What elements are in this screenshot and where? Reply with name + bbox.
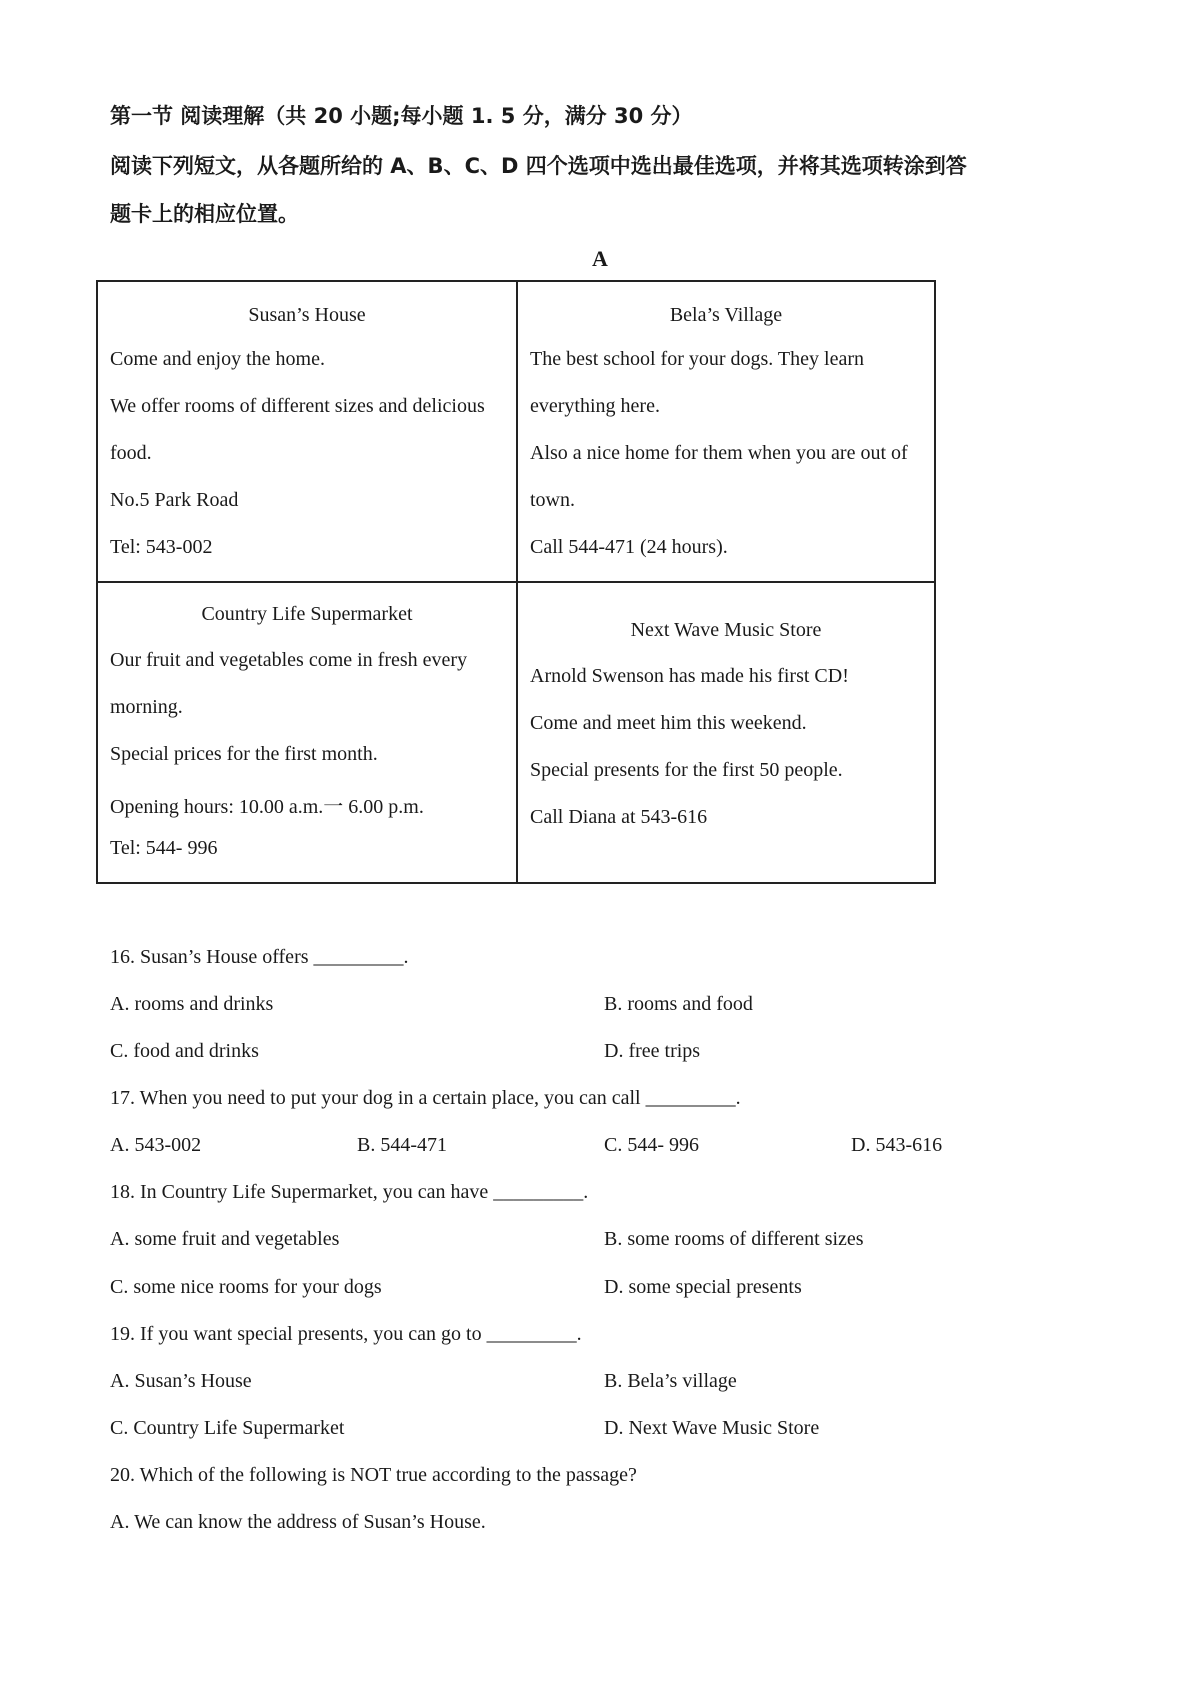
ad-line: Special presents for the first 50 people. [530,759,843,781]
ad-line: Call Diana at 543-616 [530,806,708,828]
question-stem: 19. If you want special presents, you can go to _________. [110,1323,582,1345]
ad-line: Also a nice home for them when you are out of [530,442,908,464]
answer-option: A. We can know the address of Susan’s House. [110,1511,486,1533]
answer-option: D. 543-616 [851,1134,943,1156]
answer-option: B. some rooms of different sizes [604,1228,864,1250]
answer-option: B. Bela’s village [604,1370,737,1392]
ad-line: Come and enjoy the home. [110,348,325,370]
question-stem: 20. Which of the following is NOT true according to the passage? [110,1464,637,1486]
passage-label: A [592,246,608,271]
ad-line: everything here. [530,395,660,417]
ad-line: Tel: 544- 996 [110,837,218,859]
ad-susans-house [98,282,518,583]
answer-option: D. free trips [604,1040,701,1062]
answer-option: A. 543-002 [110,1134,202,1156]
ad-title: Country Life Supermarket [201,603,413,625]
answer-option: D. some special presents [604,1276,802,1298]
ad-belas-village [518,282,934,583]
answer-option: A. Susan’s House [110,1370,252,1392]
ad-title: Next Wave Music Store [630,619,822,641]
question-stem: 17. When you need to put your dog in a certain place, you can call _________. [110,1087,741,1109]
ad-line: Tel: 543-002 [110,536,213,558]
ad-line: Come and meet him this weekend. [530,712,807,734]
answer-option: B. rooms and food [604,993,753,1015]
instructions-line-2: 题卡上的相应位置。 [110,202,299,226]
ad-line: We offer rooms of different sizes and delicious [110,395,485,417]
answer-option: B. 544-471 [357,1134,447,1156]
instructions-line-1: 阅读下列短文，从各题所给的 A、B、C、D 四个选项中选出最佳选项，并将其选项转涂到答 [110,154,967,178]
ad-title: Bela’s Village [669,304,783,326]
ad-line: No.5 Park Road [110,489,239,511]
ad-line: Arnold Swenson has made his first CD! [530,665,849,687]
question-stem: 18. In Country Life Supermarket, you can have _________. [110,1181,589,1203]
answer-option: A. rooms and drinks [110,993,274,1015]
ad-line: The best school for your dogs. They learn [530,348,864,370]
ad-line: Our fruit and vegetables come in fresh every [110,649,468,671]
ad-line: Opening hours: 10.00 a.m.一 6.00 p.m. [110,796,424,818]
answer-option: D. Next Wave Music Store [604,1417,820,1439]
answer-option: C. food and drinks [110,1040,259,1062]
ad-country-life-supermarket [98,583,518,882]
advertisement-table [96,280,936,884]
ad-line: morning. [110,696,183,718]
answer-option: A. some fruit and vegetables [110,1228,340,1250]
ad-title: Susan’s House [248,304,366,326]
ad-line: town. [530,489,575,511]
section-heading: 第一节 阅读理解（共 20 小题;每小题 1. 5 分，满分 30 分） [110,104,693,128]
ad-next-wave-music-store [518,583,934,882]
answer-option: C. Country Life Supermarket [110,1417,345,1439]
answer-option: C. 544- 996 [604,1134,699,1156]
ad-line: Call 544-471 (24 hours). [530,536,728,558]
answer-option: C. some nice rooms for your dogs [110,1276,382,1298]
question-stem: 16. Susan’s House offers _________. [110,946,409,968]
ad-line: Special prices for the first month. [110,743,378,765]
ad-line: food. [110,442,152,464]
